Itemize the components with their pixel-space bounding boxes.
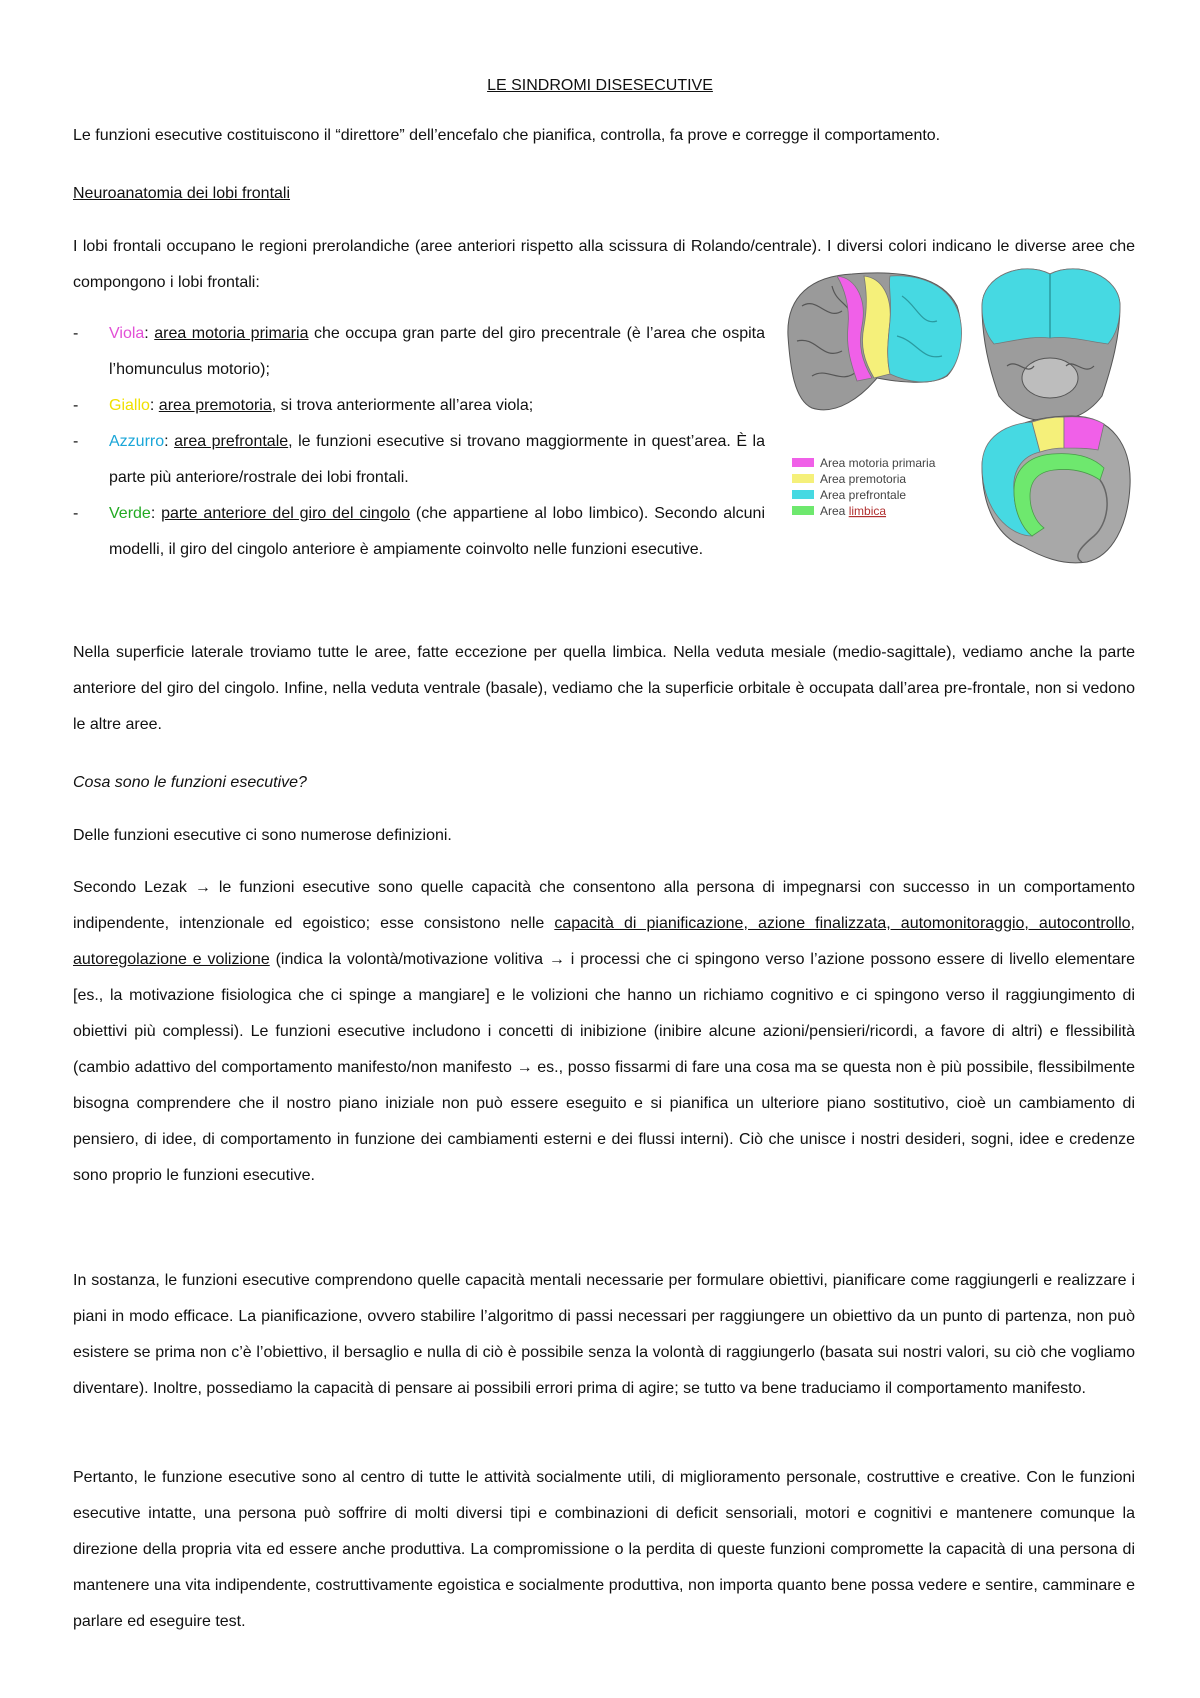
list-item bbox=[73, 496, 765, 568]
list-item bbox=[73, 424, 765, 496]
area-term: area premotoria bbox=[158, 397, 272, 414]
figure-legend bbox=[792, 456, 936, 518]
area-term: parte anteriore del giro del cingolo bbox=[161, 505, 411, 522]
pertanto-paragraph: Pertanto, le funzione esecutive sono al centro di tutte le attività socialmente utili, di miglioramento personale, costruttive e creative. Con le funzioni esecutive intatte, una persona può soffrire di molti diversi tipi e combinazioni di deficit sensoriali, motori e cognitivi e mantenere comunque la direzione della propria vita ed essere anche produttiva. La compromissione o la perdita di queste funzioni compromette la capacità di una persona di mantenere una vita indipendente, costruttivamente egoistica e socialmente produttiva, non importa quanto bene possa vedere e sentire, camminare e parlare ed eseguire test. bbox=[73, 1469, 1135, 1630]
bullet-separator: : bbox=[144, 325, 155, 342]
area-term: area motoria primaria bbox=[154, 325, 309, 342]
lezak-paragraph bbox=[73, 870, 1135, 1194]
legend-swatch-viola bbox=[792, 458, 814, 467]
bullet-separator: : bbox=[149, 397, 159, 414]
legend-label-prefix: Area bbox=[820, 504, 849, 518]
legend-label bbox=[820, 504, 886, 518]
color-label-viola: Viola bbox=[109, 325, 145, 342]
ventral-brain-view bbox=[982, 269, 1120, 420]
frontal-areas-list bbox=[73, 316, 765, 568]
color-label-giallo: Giallo bbox=[109, 397, 150, 414]
document-title: LE SINDROMI DISESECUTIVE bbox=[487, 77, 713, 94]
area-description: , le funzioni esecutive si trovano maggiormente in quest’area. È la parte più anteriore/rostrale dei lobi frontali. bbox=[109, 433, 766, 486]
lezak-underlined: capacità di pianificazione, azione finalizzata, automonitoraggio, autocontrollo, autoregolazione e volizione bbox=[73, 915, 1135, 968]
question-heading: Cosa sono le funzioni esecutive? bbox=[73, 774, 307, 791]
bullet-separator: : bbox=[150, 505, 162, 522]
bullet-dash: - bbox=[73, 325, 79, 342]
color-label-azzurro: Azzurro bbox=[109, 433, 165, 450]
list-item bbox=[73, 388, 765, 424]
legend-label: Area premotoria bbox=[820, 472, 907, 486]
bullet-separator: : bbox=[164, 433, 175, 450]
intro-paragraph: Le funzioni esecutive costituiscono il “direttore” dell’encefalo che pianifica, controlla, fa prove e corregge il comportamento. bbox=[73, 127, 941, 144]
color-label-verde: Verde bbox=[109, 505, 151, 522]
sostanza-paragraph: In sostanza, le funzioni esecutive comprendono quelle capacità mentali necessarie per formulare obiettivi, pianificare come raggiungerli e realizzare i piani in modo efficace. La pianificazione, ovvero stabilire l’algoritmo di passi necessari per raggiungere un obiettivo da un punto di partenza, non può esistere se prima non c’è l’obiettivo, il bersaglio e nulla di ciò è possibile senza la volontà di raggiungerlo (basata sui nostri valori, su ciò che vogliamo diventare). Inoltre, possediamo la capacità di pensare ai possibili errori prima di agire; se tutto va bene traduciamo il comportamento manifesto. bbox=[73, 1272, 1135, 1397]
lezak-text-b: (indica la volontà/motivazione volitiva → i processi che ci spingono verso l’azione possono essere di livello elementare [es., la motivazione fisiologica che ci spinge a mangiare] e le volizioni che hanno un richiamo cognitivo e ci spingono verso il raggiungimento di obiettivi più complessi). Le funzioni esecutive includono i concetti di inibizione (inibire alcune azioni/pensieri/ricordi, a favore di altri) e flessibilità (cambio adattivo del comportamento manifesto/non manifesto → es., posso fissarmi di fare una cosa ma se questa non è più possibile, flessibilmente bisogna comprendere che il nostro piano iniziale non può essere eseguito e si pianifica un ulteriore piano sostitutivo, cioè un cambiamento di pensiero, di idee, di comportamento in funzione dei cambiamenti esterni e dei flussi interni). Ciò che unisce i nostri desideri, sogni, idee e credenze sono proprio le funzioni esecutive. bbox=[73, 951, 1135, 1184]
lezak-text-a: Secondo Lezak → le funzioni esecutive sono quelle capacità che consentono alla persona di impegnarsi con successo in un comportamento indipendente, intenzionale ed egoistico; esse consistono nelle bbox=[73, 879, 1135, 932]
lateral-brain-view bbox=[788, 273, 962, 410]
legend-label: Area prefrontale bbox=[820, 488, 907, 502]
area-description: che occupa gran parte del giro precentrale (è l’area che ospita l’homunculus motorio); bbox=[109, 325, 765, 378]
legend-swatch-verde bbox=[792, 506, 814, 515]
legend-swatch-azzurro bbox=[792, 490, 814, 499]
lobi-intro-paragraph: I lobi frontali occupano le regioni prerolandiche (aree anteriori rispetto alla scissura di Rolando/centrale). I diversi colori indicano le diverse aree che compongono i lobi frontali: bbox=[73, 238, 1135, 291]
bullet-dash: - bbox=[73, 433, 79, 450]
area-term: area prefrontale bbox=[174, 433, 289, 450]
medial-brain-view bbox=[982, 416, 1130, 563]
section-heading: Neuroanatomia dei lobi frontali bbox=[73, 185, 291, 202]
definizioni-paragraph: Delle funzioni esecutive ci sono numerose definizioni. bbox=[73, 827, 452, 844]
area-description: , si trova anteriormente all’area viola; bbox=[271, 397, 534, 414]
legend-label-word: limbica bbox=[848, 504, 887, 518]
brain-areas-figure bbox=[782, 266, 1138, 616]
area-description: (che appartiene al lobo limbico). Secondo alcuni modelli, il giro del cingolo anteriore è ampiamente coinvolto nelle funzioni esecutive. bbox=[109, 505, 766, 558]
list-item bbox=[73, 316, 765, 388]
legend-swatch-giallo bbox=[792, 474, 814, 483]
legend-label: Area motoria primaria bbox=[820, 456, 936, 470]
bullet-dash: - bbox=[73, 397, 79, 414]
superficie-paragraph: Nella superficie laterale troviamo tutte le aree, fatte eccezione per quella limbica. Nella veduta mesiale (medio-sagittale), vediamo anche la parte anteriore del giro del cingolo. Infine, nella veduta ventrale (basale), vediamo che la superficie orbitale è occupata dall’area pre-frontale, non si vedono le altre aree. bbox=[73, 644, 1135, 733]
bullet-dash: - bbox=[73, 505, 79, 522]
